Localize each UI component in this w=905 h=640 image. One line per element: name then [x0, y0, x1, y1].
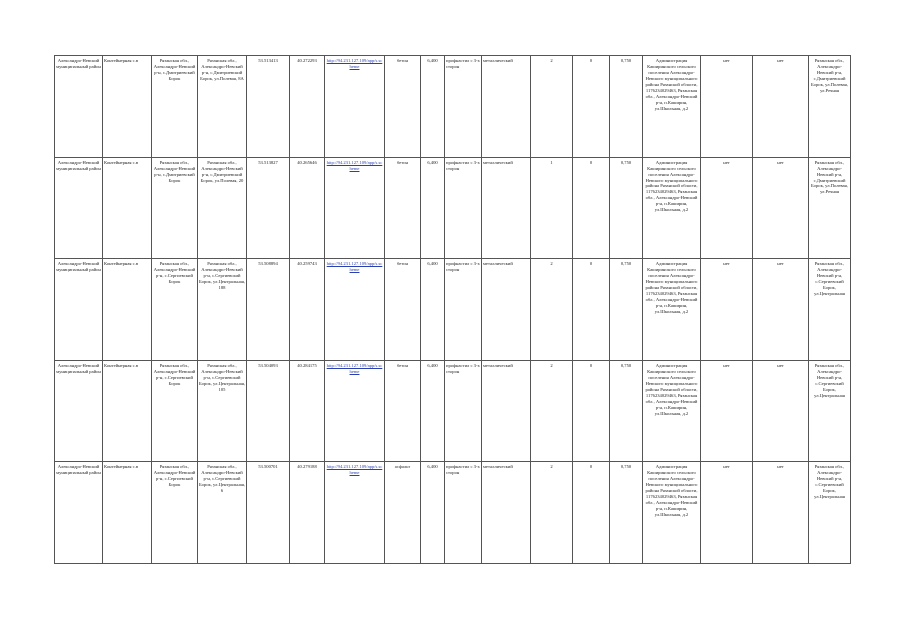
owner-cell: Администрация Каширинского сельского поселения Александро-Невского муниципального района Рязанской области, 1176234029463, Рязанская обл., Александро-Невский р-н, п.Каширин, ул.Школьная, д.2 — [643, 360, 701, 462]
waste-type-cell: Контейнерная с.в — [103, 56, 152, 158]
volume-cell: 0,750 — [610, 56, 643, 158]
served-objects-cell: Рязанская обл., Александро-Невский р-н, с.Дмитриевский Борок, ул.Полевая, ул.Речная — [809, 56, 851, 158]
settlement-address-cell: Рязанская обл., Александро-Невский р-н, с.Сергиевский Борок — [152, 259, 198, 361]
site-address-cell: Рязанская обл., Александро-Невский р-н, с.Сергиевский Борок, ул.Центральная, 188 — [198, 259, 247, 361]
district-cell: Александро-Невский муниципальный район — [55, 56, 103, 158]
served-objects-cell: Рязанская обл., Александро-Невский р-н, с.Сергиевский Борок, ул.Центральная — [809, 462, 851, 564]
separate-collection-cell: нет — [701, 360, 753, 462]
surface-cell: бетон — [385, 360, 421, 462]
district-cell: Александро-Невский муниципальный район — [55, 360, 103, 462]
settlement-address-cell: Рязанская обл., Александро-Невский р-н, с.Сергиевский Борок — [152, 360, 198, 462]
area-cell: 6,400 — [421, 157, 445, 259]
volume-cell: 0,750 — [610, 360, 643, 462]
separate-collection-cell: нет — [701, 56, 753, 158]
cover-cell: металлический — [482, 157, 531, 259]
site-address-cell: Рязанская обл., Александро-Невский р-н, с.Дмитриевский Борок, ул.Полевая, 8А — [198, 56, 247, 158]
container-count-cell: 2 — [531, 462, 573, 564]
scheme-link[interactable] — [325, 259, 385, 361]
fence-cell: профнастил с 3-х сторон — [445, 259, 482, 361]
area-cell: 6,400 — [421, 360, 445, 462]
settlement-address-cell: Рязанская обл., Александро-Невский р-н, с.Сергиевский Борок — [152, 462, 198, 564]
planned-count-cell: 0 — [573, 56, 610, 158]
longitude-cell: 40.279188 — [290, 462, 325, 564]
longitude-cell: 40.265646 — [290, 157, 325, 259]
area-cell: 6,400 — [421, 259, 445, 361]
area-cell: 6,400 — [421, 56, 445, 158]
scheme-link[interactable] — [325, 56, 385, 158]
district-cell: Александро-Невский муниципальный район — [55, 259, 103, 361]
scheme-link-text[interactable]: http://94.231.127.109/app/s.scheme — [326, 464, 383, 476]
volume-cell: 0,750 — [610, 259, 643, 361]
district-cell: Александро-Невский муниципальный район — [55, 157, 103, 259]
separate-collection-cell: нет — [701, 157, 753, 259]
cover-cell: металлический — [482, 462, 531, 564]
cover-cell: металлический — [482, 360, 531, 462]
cover-cell: металлический — [482, 259, 531, 361]
table-row — [55, 157, 851, 259]
volume-cell: 0,750 — [610, 462, 643, 564]
fence-cell: профнастил с 3-х сторон — [445, 360, 482, 462]
table-row — [55, 56, 851, 158]
surface-cell: бетон — [385, 56, 421, 158]
surface-cell: бетон — [385, 157, 421, 259]
surface-cell: бетон — [385, 259, 421, 361]
fence-cell: профнастил с 3-х сторон — [445, 462, 482, 564]
waste-type-cell: Контейнерная с.в — [103, 157, 152, 259]
planned-count-cell: 0 — [573, 259, 610, 361]
waste-type-cell: Контейнерная с.в — [103, 360, 152, 462]
latitude-cell: 53.513413 — [247, 56, 290, 158]
scheme-link-text[interactable]: http://94.231.127.109/app/s.scheme — [326, 261, 383, 273]
site-address-cell: Рязанская обл., Александро-Невский р-н, с.Сергиевский Борок, ул.Центральная, 105 — [198, 360, 247, 462]
settlement-address-cell: Рязанская обл., Александро-Невский р-н, с.Дмитриевский Борок — [152, 157, 198, 259]
scheme-link[interactable] — [325, 157, 385, 259]
latitude-cell: 53.504093 — [247, 360, 290, 462]
planned-count-cell: 0 — [573, 157, 610, 259]
owner-cell: Администрация Каширинского сельского поселения Александро-Невского муниципального района Рязанской области, 1176234029463, Рязанская обл., Александро-Невский р-н, п.Каширин, ул.Школьная, д.2 — [643, 259, 701, 361]
latitude-cell: 53.500701 — [247, 462, 290, 564]
planned-count-cell: 0 — [573, 462, 610, 564]
container-count-cell: 1 — [531, 157, 573, 259]
volume-cell: 0,750 — [610, 157, 643, 259]
table-row — [55, 259, 851, 361]
cover-cell: металлический — [482, 56, 531, 158]
site-address-cell: Рязанская обл., Александро-Невский р-н, с.Сергиевский Борок, ул.Центральная, 6 — [198, 462, 247, 564]
served-objects-cell: Рязанская обл., Александро-Невский р-н, с.Сергиевский Борок, ул.Центральная — [809, 360, 851, 462]
separate-collection-cell: нет — [701, 462, 753, 564]
table-row — [55, 360, 851, 462]
owner-cell: Администрация Каширинского сельского поселения Александро-Невского муниципального района Рязанской области, 1176234029463, Рязанская обл., Александро-Невский р-н, п.Каширин, ул.Школьная, д.2 — [643, 56, 701, 158]
latitude-cell: 53.513827 — [247, 157, 290, 259]
bunker-cell: нет — [753, 56, 809, 158]
served-objects-cell: Рязанская обл., Александро-Невский р-н, с.Сергиевский Борок, ул.Центральная — [809, 259, 851, 361]
planned-count-cell: 0 — [573, 360, 610, 462]
longitude-cell: 40.259743 — [290, 259, 325, 361]
district-cell: Александро-Невский муниципальный район — [55, 462, 103, 564]
scheme-link-text[interactable]: http://94.231.127.109/app/s.scheme — [326, 159, 383, 171]
bunker-cell: нет — [753, 462, 809, 564]
fence-cell: профнастил с 3-х сторон — [445, 157, 482, 259]
container-count-cell: 2 — [531, 259, 573, 361]
fence-cell: профнастил с 3-х сторон — [445, 56, 482, 158]
surface-cell: асфальт — [385, 462, 421, 564]
registry-table — [54, 55, 851, 564]
table-row — [55, 462, 851, 564]
site-address-cell: Рязанская обл., Александро-Невский р-н, с.Дмитриевский Борок, ул.Полевая, 20 — [198, 157, 247, 259]
settlement-address-cell: Рязанская обл., Александро-Невский р-н, с.Дмитриевский Борок — [152, 56, 198, 158]
scheme-link[interactable] — [325, 360, 385, 462]
bunker-cell: нет — [753, 360, 809, 462]
bunker-cell: нет — [753, 157, 809, 259]
owner-cell: Администрация Каширинского сельского поселения Александро-Невского муниципального района Рязанской области, 1176234029463, Рязанская обл., Александро-Невский р-н, п.Каширин, ул.Школьная, д.2 — [643, 462, 701, 564]
latitude-cell: 53.508894 — [247, 259, 290, 361]
scheme-link-text[interactable]: http://94.231.127.109/app/s.scheme — [326, 58, 383, 69]
area-cell: 6,400 — [421, 462, 445, 564]
waste-type-cell: Контейнерная с.в — [103, 462, 152, 564]
scheme-link[interactable] — [325, 462, 385, 564]
container-count-cell: 2 — [531, 360, 573, 462]
scheme-link-text[interactable]: http://94.231.127.109/app/s.scheme — [326, 362, 383, 374]
container-count-cell: 2 — [531, 56, 573, 158]
longitude-cell: 40.284175 — [290, 360, 325, 462]
longitude-cell: 40.272293 — [290, 56, 325, 158]
separate-collection-cell: нет — [701, 259, 753, 361]
owner-cell: Администрация Каширинского сельского поселения Александро-Невского муниципального района Рязанской области, 1176234029463, Рязанская обл., Александро-Невский р-н, п.Каширин, ул.Школьная, д.2 — [643, 157, 701, 259]
bunker-cell: нет — [753, 259, 809, 361]
waste-type-cell: Контейнерная с.в — [103, 259, 152, 361]
served-objects-cell: Рязанская обл., Александро-Невский р-н, с.Дмитриевский Борок, ул.Полевая, ул.Речная — [809, 157, 851, 259]
